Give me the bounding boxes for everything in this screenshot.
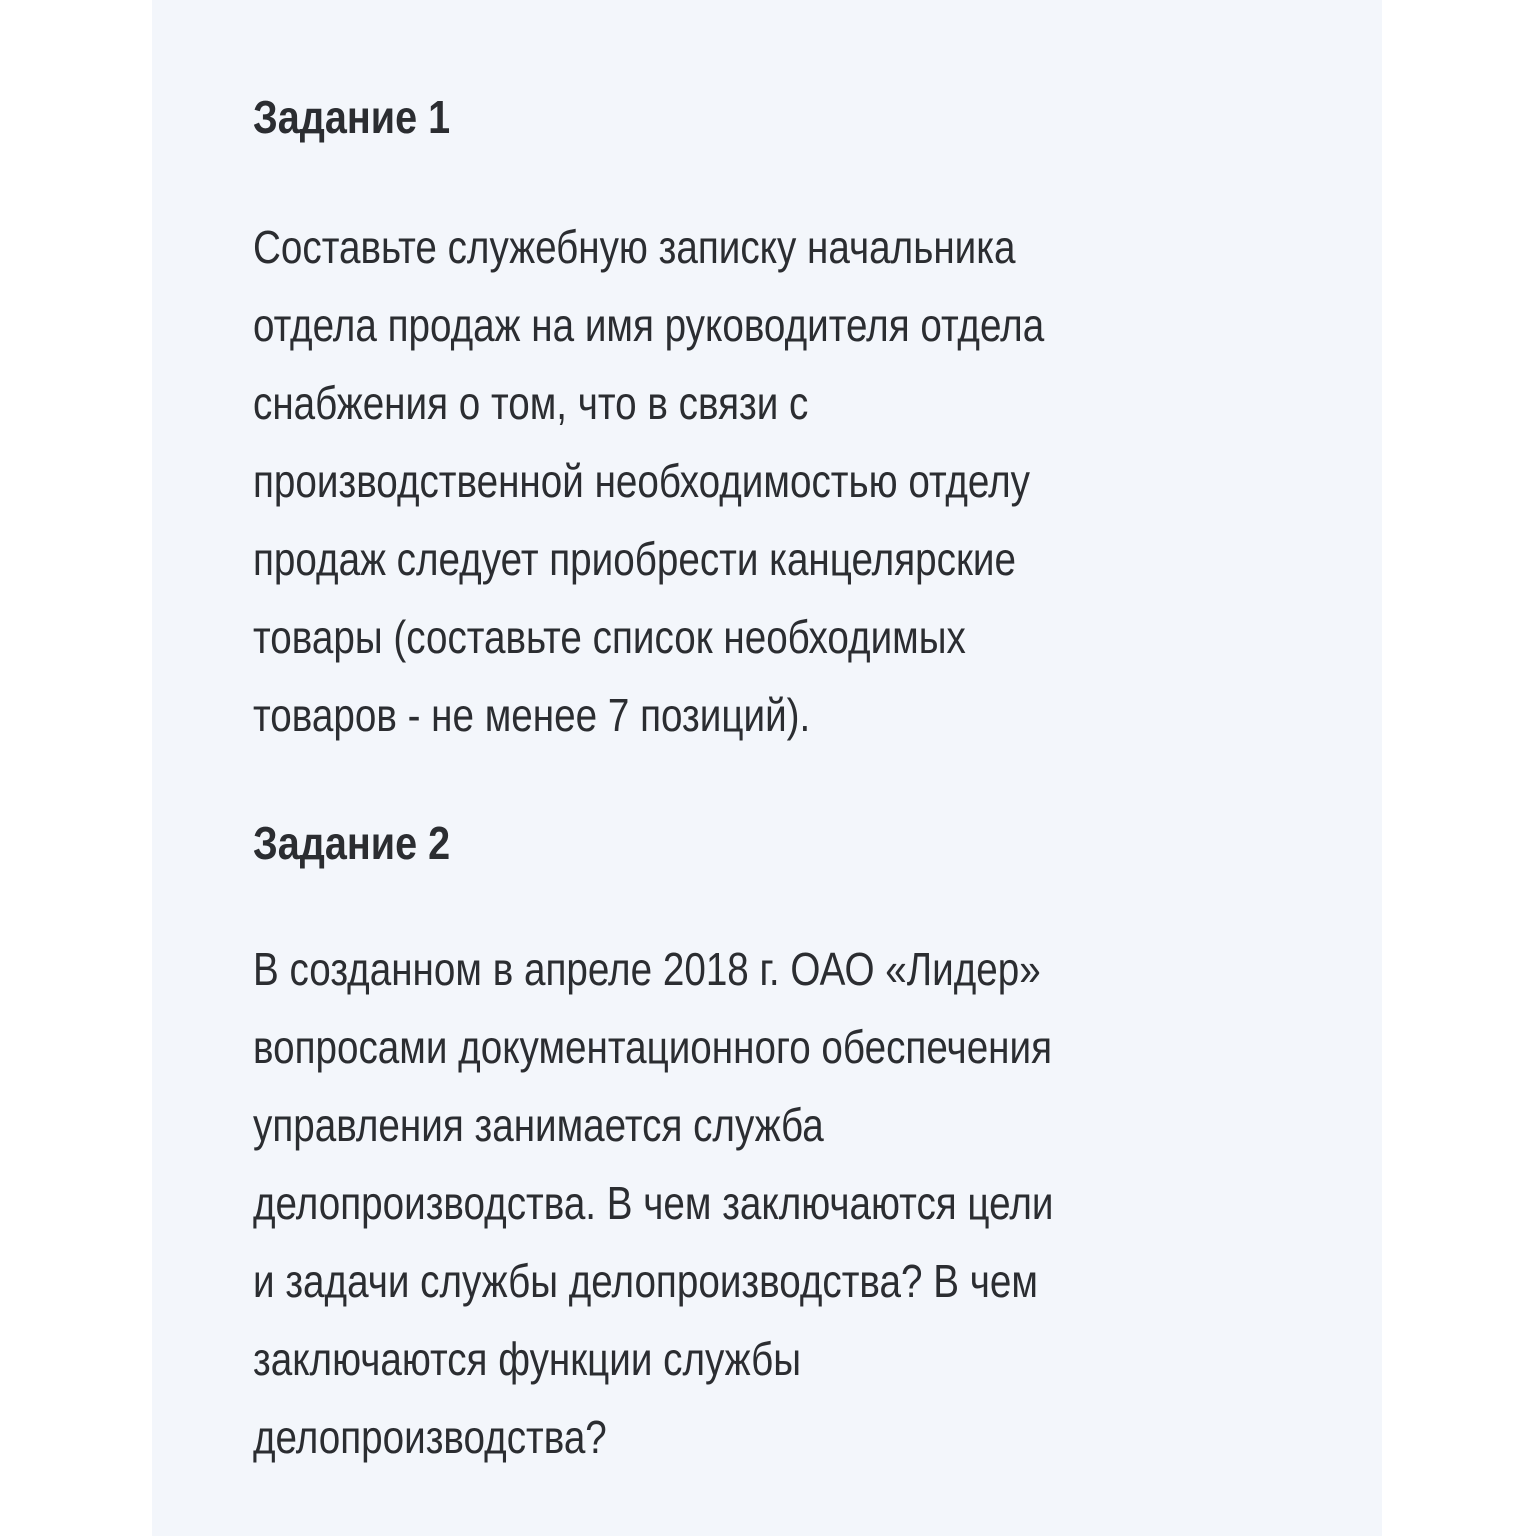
- task-2-line: В созданном в апреле 2018 г. ОАО «Лидер»: [253, 943, 1041, 995]
- task-2-line: вопросами документационного обеспечения: [253, 1021, 1053, 1073]
- task-2-line: делопроизводства?: [253, 1411, 607, 1463]
- task-1-line: производственной необходимостью отделу: [253, 455, 1030, 507]
- task-1-line: товаров - не менее 7 позиций).: [253, 689, 811, 741]
- task-2-title: Задание 2: [253, 817, 451, 869]
- task-1-line: товары (составьте список необходимых: [253, 611, 966, 663]
- task-1-line: отдела продаж на имя руководителя отдела: [253, 299, 1045, 351]
- task-2-line: управления занимается служба: [253, 1099, 824, 1151]
- task-1-line: Составьте служебную записку начальника: [253, 221, 1016, 273]
- task-2-line: заключаются функции службы: [253, 1333, 801, 1385]
- task-2-line: и задачи службы делопроизводства? В чем: [253, 1255, 1038, 1307]
- task-2-line: делопроизводства. В чем заключаются цели: [253, 1177, 1054, 1229]
- task-1-title: Задание 1: [253, 91, 451, 143]
- task-1-line: продаж следует приобрести канцелярские: [253, 533, 1016, 585]
- task-2-text: [253, 930, 1206, 1476]
- task-1-line: снабжения о том, что в связи с: [253, 377, 809, 429]
- task-1-text: [253, 208, 1195, 754]
